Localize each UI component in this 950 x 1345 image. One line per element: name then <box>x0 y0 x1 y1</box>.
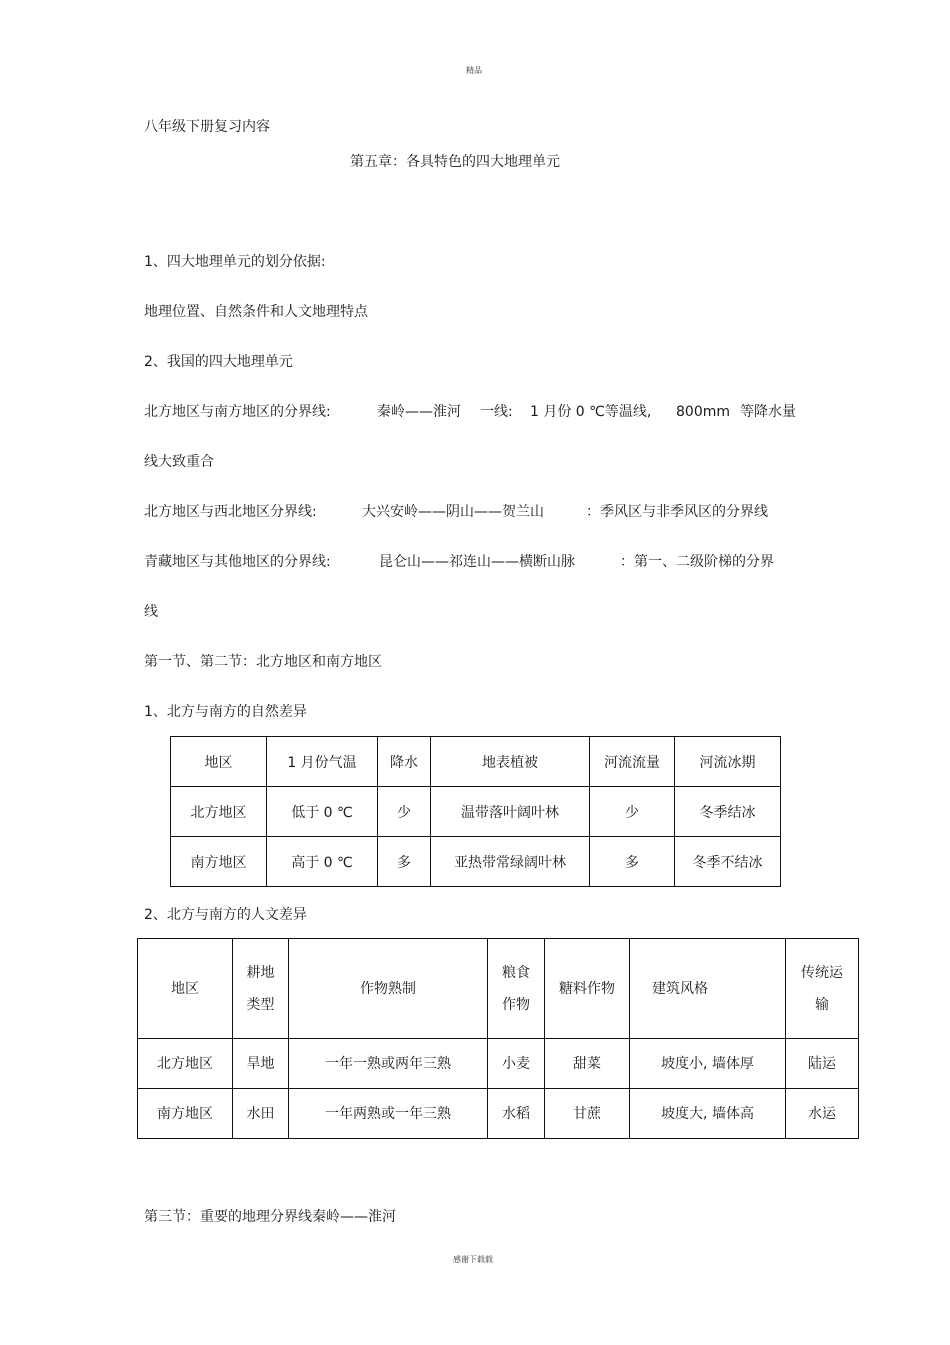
table-cell: 水运 <box>786 1089 859 1139</box>
table-header-cell <box>786 939 859 1039</box>
table-cell: 少 <box>378 787 431 837</box>
table-cell: 小麦 <box>488 1039 545 1089</box>
table-cell: 冬季结冰 <box>675 787 781 837</box>
table-header-cell: 地区 <box>171 737 267 787</box>
table-cell: 亚热带常绿阔叶林 <box>431 837 590 887</box>
table-cell: 水稻 <box>488 1089 545 1139</box>
qz-boundary-cont: 线 <box>144 604 158 620</box>
table-cell: 多 <box>378 837 431 887</box>
natural-diff-heading: 1、北方与南方的自然差异 <box>144 704 307 720</box>
table-cell: 多 <box>590 837 675 887</box>
table-header-cell: 河流冰期 <box>675 737 781 787</box>
ns-boundary-isohyet: 等降水量 <box>740 404 796 420</box>
qz-boundary-meaning: ：第一、二级阶梯的分界 <box>620 554 774 570</box>
qz-boundary-name: 昆仑山——祁连山——横断山脉 <box>379 554 575 570</box>
nw-boundary-label: 北方地区与西北地区分界线: <box>144 504 317 520</box>
header-line: 输 <box>815 996 829 1013</box>
header-line: 粮食 <box>502 964 530 981</box>
table-cell: 南方地区 <box>171 837 267 887</box>
table-cell: 甜菜 <box>545 1039 630 1089</box>
table-row <box>138 1089 859 1139</box>
table-header-cell <box>488 939 545 1039</box>
table-row <box>171 787 781 837</box>
table-cell: 坡度大, 墙体高 <box>630 1089 786 1139</box>
table-cell: 冬季不结冰 <box>675 837 781 887</box>
table-cell: 南方地区 <box>138 1089 233 1139</box>
table-cell: 水田 <box>233 1089 289 1139</box>
doc-title: 八年级下册复习内容 <box>144 119 270 135</box>
table-cell: 旱地 <box>233 1039 289 1089</box>
table-header-row <box>171 737 781 787</box>
table-header-cell: 1 月份气温 <box>267 737 378 787</box>
table-cell: 陆运 <box>786 1039 859 1089</box>
table-cell: 北方地区 <box>138 1039 233 1089</box>
table-cell: 一年一熟或两年三熟 <box>289 1039 488 1089</box>
table-cell: 高于 0 ℃ <box>267 837 378 887</box>
table-header-cell: 地区 <box>138 939 233 1039</box>
page-footer: 感谢下载载 <box>453 1255 493 1264</box>
header-line: 传统运 <box>801 964 843 981</box>
ns-boundary-cont: 线大致重合 <box>144 454 214 470</box>
ns-boundary-line-word: 一线: <box>480 404 513 420</box>
natural-diff-table <box>170 736 781 887</box>
page-header: 精品 <box>466 66 482 75</box>
header-line: 耕地 <box>246 964 275 981</box>
table-cell: 温带落叶阔叶林 <box>431 787 590 837</box>
ns-boundary-label: 北方地区与南方地区的分界线: <box>144 404 331 420</box>
paragraph-basis-content: 地理位置、自然条件和人文地理特点 <box>144 304 368 320</box>
table-row <box>171 837 781 887</box>
nw-boundary-name: 大兴安岭——阴山——贺兰山 <box>362 504 544 520</box>
table-header-cell: 作物熟制 <box>289 939 488 1039</box>
ns-boundary-precip: 800mm <box>676 404 730 420</box>
table-cell: 北方地区 <box>171 787 267 837</box>
human-diff-table <box>137 938 859 1139</box>
qz-boundary-label: 青藏地区与其他地区的分界线: <box>144 554 331 570</box>
header-line: 作物 <box>502 996 530 1013</box>
nw-boundary-meaning: ：季风区与非季风区的分界线 <box>586 504 768 520</box>
table-header-cell: 降水 <box>378 737 431 787</box>
table-header-cell: 河流流量 <box>590 737 675 787</box>
section-heading-3: 第三节：重要的地理分界线秦岭——淮河 <box>144 1209 396 1225</box>
table-cell: 少 <box>590 787 675 837</box>
table-header-cell: 地表植被 <box>431 737 590 787</box>
table-cell: 低于 0 ℃ <box>267 787 378 837</box>
table-header-cell: 建筑风格 <box>630 939 786 1039</box>
table-cell: 坡度小, 墙体厚 <box>630 1039 786 1089</box>
ns-boundary-isotherm: 1 月份 0 ℃等温线, <box>530 404 652 420</box>
table-cell: 甘蔗 <box>545 1089 630 1139</box>
paragraph-four-units: 2、我国的四大地理单元 <box>144 354 293 370</box>
human-diff-heading: 2、北方与南方的人文差异 <box>144 907 307 923</box>
paragraph-division-basis: 1、四大地理单元的划分依据: <box>144 254 326 270</box>
table-header-cell: 糖料作物 <box>545 939 630 1039</box>
table-header-row <box>138 939 859 1039</box>
chapter-title: 第五章：各具特色的四大地理单元 <box>350 154 560 170</box>
section-heading-1-2: 第一节、第二节：北方地区和南方地区 <box>144 654 382 670</box>
table-header-cell <box>233 939 289 1039</box>
table-row <box>138 1039 859 1089</box>
ns-boundary-name: 秦岭——淮河 <box>377 404 461 420</box>
table-cell: 一年两熟或一年三熟 <box>289 1089 488 1139</box>
header-line: 类型 <box>246 996 275 1013</box>
